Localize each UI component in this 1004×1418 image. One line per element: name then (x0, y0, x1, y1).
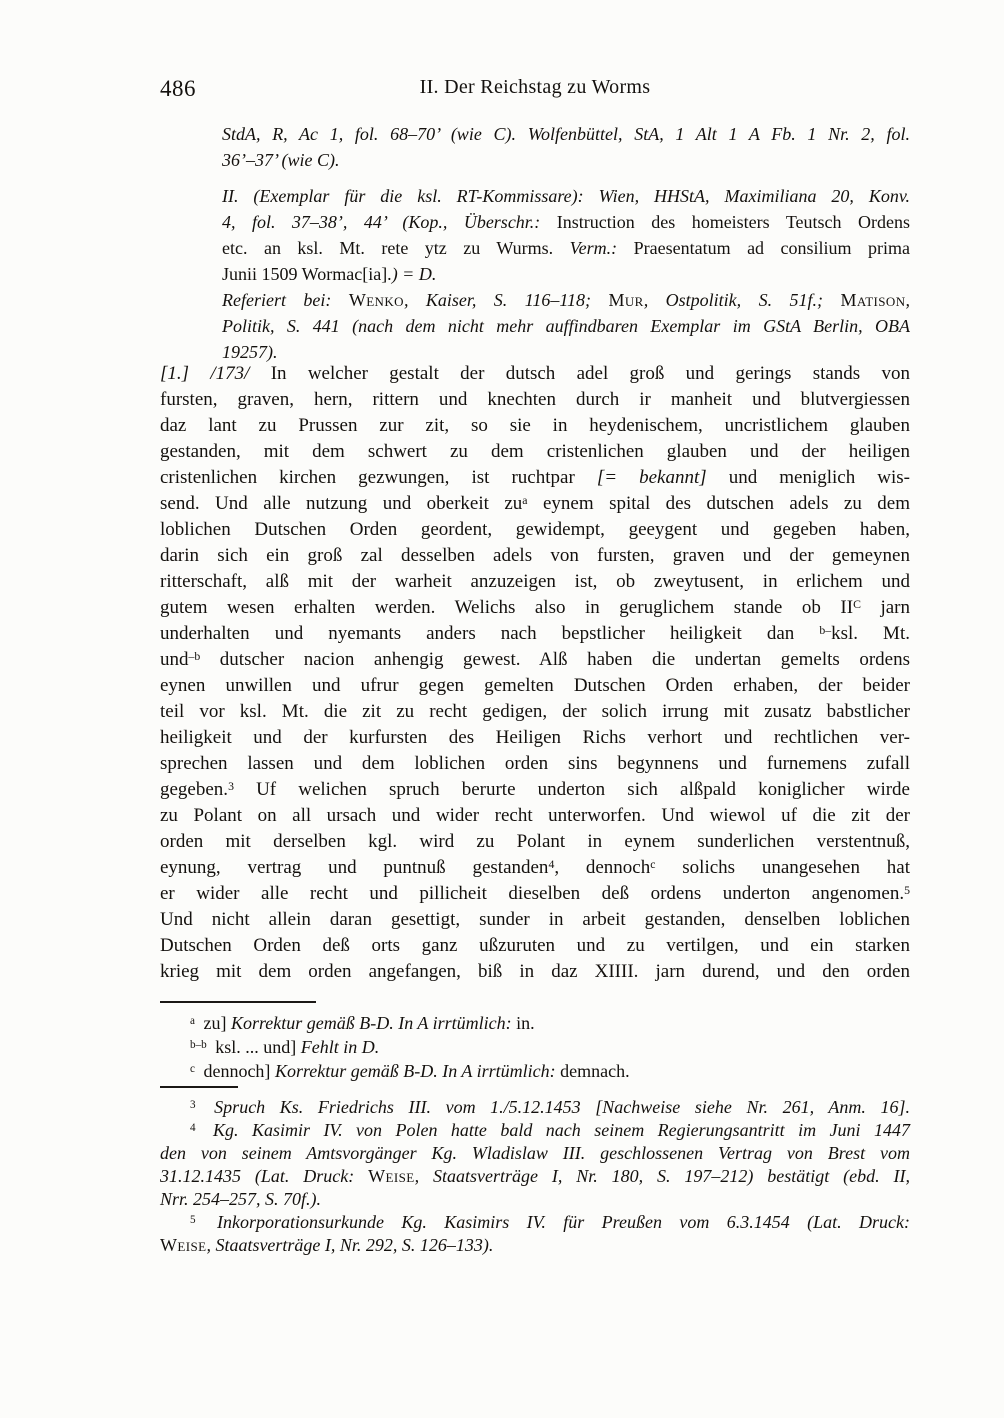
text-run: Wenko (348, 290, 404, 310)
text-run: eynen unwillen und ufrur gegen gemelten Dutschen Orden erhaben, der beider (160, 675, 910, 696)
text-run: send. Und alle nutzung und oberkeit zu (160, 493, 523, 514)
text-run: , Staatsverträge I, Nr. 180, S. 197–212) bestätigt (ebd. II, (414, 1166, 910, 1186)
text-run: dennoch] (198, 1061, 275, 1081)
text-run: Praesentatum ad consilium prima (633, 238, 910, 258)
superscript-note-mark: 5 (190, 1213, 196, 1226)
text-run: [= bekannt] (596, 467, 707, 488)
source-line (222, 235, 910, 261)
text-run: , Kaiser, S. 116–118; (403, 290, 609, 310)
main-text-line (160, 855, 910, 881)
source-description-1 (222, 121, 910, 173)
main-text-line (160, 881, 910, 907)
text-run: Dutschen Orden deß orts ganz ußzuruten und zu vertilgen, und ein starken (160, 935, 910, 956)
main-text-line (160, 933, 910, 959)
text-run: II. (Exemplar für die ksl. RT-Kommissare): Wien, HHStA, Maximiliana 20, Konv. (222, 186, 910, 206)
main-text-line (160, 465, 910, 491)
main-text-line (160, 543, 910, 569)
running-title: II. Der Reichstag zu Worms (419, 76, 651, 98)
critical-apparatus (160, 1011, 910, 1083)
main-text-line (160, 491, 910, 517)
text-run: [1.] /173/ (160, 363, 250, 384)
main-text-line (160, 517, 910, 543)
superscript-note-mark: a (522, 493, 528, 507)
text-run: Mur (608, 290, 644, 310)
text-run: 36’–37’ (wie C). (222, 150, 340, 170)
source-line (222, 261, 910, 287)
source-line (222, 183, 910, 209)
text-run: 31.12.1435 (Lat. Druck: (160, 1166, 369, 1186)
superscript-note-mark: b–b (190, 1038, 207, 1051)
superscript-note-mark: –b (188, 649, 201, 663)
text-run: Kg. Kasimir IV. von Polen hatte bald nach seinem Regierungsantritt im Juni 1447 (199, 1120, 910, 1140)
footnotes (160, 1096, 910, 1257)
reference-line (222, 287, 910, 313)
main-text-line (160, 959, 910, 985)
text-run: den von seinem Amtsvorgänger Kg. Wladislaw III. geschlossenen Vertrag von Brest vom (160, 1143, 910, 1163)
main-text-line (160, 621, 910, 647)
text-run: , Ostpolitik, S. 51f.; (643, 290, 841, 310)
superscript-note-mark: c (650, 857, 656, 871)
main-text-line (160, 751, 910, 777)
main-text-line (160, 413, 910, 439)
main-text-line (160, 829, 910, 855)
text-run: Uf welichen spruch berurte underton sich alßpald koniglicher wirde (233, 779, 910, 800)
source-line (222, 147, 910, 173)
source-description-2 (222, 183, 910, 287)
text-run: , dennoch (554, 857, 651, 878)
text-run: 19257). (222, 342, 278, 362)
reference-list (222, 287, 910, 365)
main-text-line (160, 777, 910, 803)
text-run: gestanden, mit dem schwert zu dem cristenlichen glauben und der heiligen (160, 441, 910, 462)
reference-line (222, 313, 910, 339)
text-run: Instruction des homeisters Teutsch Ordens (556, 212, 910, 232)
text-run: Nrr. 254–257, S. 70f.). (160, 1189, 322, 1209)
text-run: cristenlichen kirchen gezwungen, ist ruchtpar (160, 467, 597, 488)
text-run: loblichen Dutschen Orden geordent, gewidempt, geeygent und gegeben haben, (160, 519, 910, 540)
main-text-line (160, 569, 910, 595)
footnote-line (160, 1188, 910, 1211)
text-run: dutscher nacion anhengig gewest. Alß haben die undertan gemelts ordens (200, 649, 910, 670)
text-run: orden mit derselben kgl. wird zu Polant in eynem sunderlichen verstentnuß, (160, 831, 910, 852)
text-run: Verm.: (569, 238, 634, 258)
footnote-line (160, 1234, 910, 1257)
text-run: Inkorporationsurkunde Kg. Kasimirs IV. für Preußen vom 6.3.1454 (Lat. Druck: (199, 1212, 910, 1232)
text-run: teil vor ksl. Mt. die zit zu recht gedigen, der solich irrung mit zusatz babstlicher (160, 701, 910, 722)
text-run: Und nicht allein daran gesettigt, sunder in arbeit gestanden, denselben loblichen (160, 909, 910, 930)
text-run: sprechen lassen und dem loblichen orden sins begynnens und furnemens zufall (160, 753, 910, 774)
text-run: ksl. Mt. (831, 623, 910, 644)
apparatus-entry (160, 1059, 910, 1083)
text-run: fursten, graven, hern, rittern und knechten durch ir manheit und blutvergiessen (160, 389, 910, 410)
footnote-line (160, 1142, 910, 1165)
main-text-line (160, 439, 910, 465)
text-run: Spruch Ks. Friedrichs III. vom 1./5.12.1453 [Nachweise siehe Nr. 261, Anm. 16]. (199, 1097, 910, 1117)
text-run: ksl. ... und] (210, 1037, 301, 1057)
text-run: Korrektur gemäß B-D. In A irrtümlich: (274, 1061, 556, 1081)
superscript-note-mark: 5 (904, 883, 910, 897)
text-run: Weise (160, 1235, 207, 1255)
text-run: Korrektur gemäß B-D. In A irrtümlich: (230, 1013, 512, 1033)
text-run: eynung, vertrag und puntnuß gestanden (160, 857, 549, 878)
text-run: demnach. (555, 1061, 630, 1081)
main-text-line (160, 673, 910, 699)
text-run: underhalten und nyemants anders nach bepstlicher heiligkeit dan (160, 623, 820, 644)
text-run: Matison (840, 290, 906, 310)
superscript-note-mark: a (190, 1014, 195, 1027)
superscript-note-mark: b– (819, 623, 832, 637)
text-run: darin sich ein groß zal desselben adels von fursten, graven und der gemeynen (160, 545, 910, 566)
main-text-line (160, 699, 910, 725)
superscript-note-mark: c (190, 1062, 195, 1075)
superscript-note-mark: 3 (190, 1098, 196, 1111)
text-run: heiligkeit und der kurfursten des Heiligen Richs verhort und rechtlichen ver- (160, 727, 910, 748)
page-header (160, 76, 910, 106)
main-text-line (160, 725, 910, 751)
text-run: jarn (860, 597, 910, 618)
superscript-note-mark: C (853, 597, 861, 611)
text-run: er wider alle recht und pillicheit dieselben deß ordens underton angenomen. (160, 883, 905, 904)
main-text-line (160, 907, 910, 933)
text-run: etc. an ksl. Mt. rete ytz zu Wurms. (222, 238, 570, 258)
footnote-divider-rule (160, 1086, 238, 1088)
source-line (222, 121, 910, 147)
footnote-line (160, 1119, 910, 1142)
text-run: ritterschaft, alß mit der warheit anzuzeigen ist, ob zweytusent, in erlichem und (160, 571, 910, 592)
main-text-line (160, 595, 910, 621)
text-run: eynem spital des dutschen adels zu dem (527, 493, 911, 514)
source-line (222, 209, 910, 235)
footnote-line (160, 1165, 910, 1188)
text-run: ) = D. (391, 264, 437, 284)
apparatus-entry (160, 1035, 910, 1059)
text-run: zu Polant on all ursach und wider recht unterworfen. Und wiewol uf die zit der (160, 805, 910, 826)
text-run: und meniglich wis- (706, 467, 910, 488)
text-run: solichs unangesehen hat (655, 857, 910, 878)
text-run: Fehlt in D. (300, 1037, 380, 1057)
text-run: 4, fol. 37–38’, 44’ (Kop., Überschr.: (222, 212, 557, 232)
text-run: , Staatsverträge I, Nr. 292, S. 126–133). (206, 1235, 494, 1255)
main-text-line (160, 387, 910, 413)
text-run: zu] (198, 1013, 231, 1033)
text-run: in. (511, 1013, 535, 1033)
apparatus-entry (160, 1011, 910, 1035)
text-run: Junii 1509 Wormac[ia]. (222, 264, 392, 284)
text-run: gutem wesen erhalten werden. Welichs also in geruglichem stande ob II (160, 597, 854, 618)
superscript-note-mark: 4 (190, 1121, 196, 1134)
superscript-note-mark: 4 (548, 857, 555, 871)
main-text-line (160, 361, 910, 387)
text-run: daz lant zu Prussen zur zit, so sie in heydenischem, uncristlichem glauben (160, 415, 910, 436)
text-run: und (160, 649, 189, 670)
text-run: , (905, 290, 910, 310)
text-run: gegeben. (160, 779, 229, 800)
main-text (160, 361, 910, 985)
text-run: Politik, S. 441 (nach dem nicht mehr auffindbaren Exemplar im GStA Berlin, OBA (222, 316, 910, 336)
main-text-line (160, 803, 910, 829)
footnote-line (160, 1096, 910, 1119)
apparatus-divider-rule (160, 1001, 316, 1003)
page-number: 486 (160, 76, 196, 101)
superscript-note-mark: 3 (228, 779, 234, 793)
text-run: Referiert bei: (222, 290, 349, 310)
text-run: StdA, R, Ac 1, fol. 68–70’ (wie C). Wolfenbüttel, StA, 1 Alt 1 A Fb. 1 Nr. 2, fol. (222, 124, 910, 144)
text-run: In welcher gestalt der dutsch adel groß und gerings stands von (249, 363, 910, 384)
main-text-line (160, 647, 910, 673)
text-run: krieg mit dem orden angefangen, biß in daz XIIII. jarn durend, und den orden (160, 961, 910, 982)
footnote-line (160, 1211, 910, 1234)
text-run: Weise (368, 1166, 415, 1186)
